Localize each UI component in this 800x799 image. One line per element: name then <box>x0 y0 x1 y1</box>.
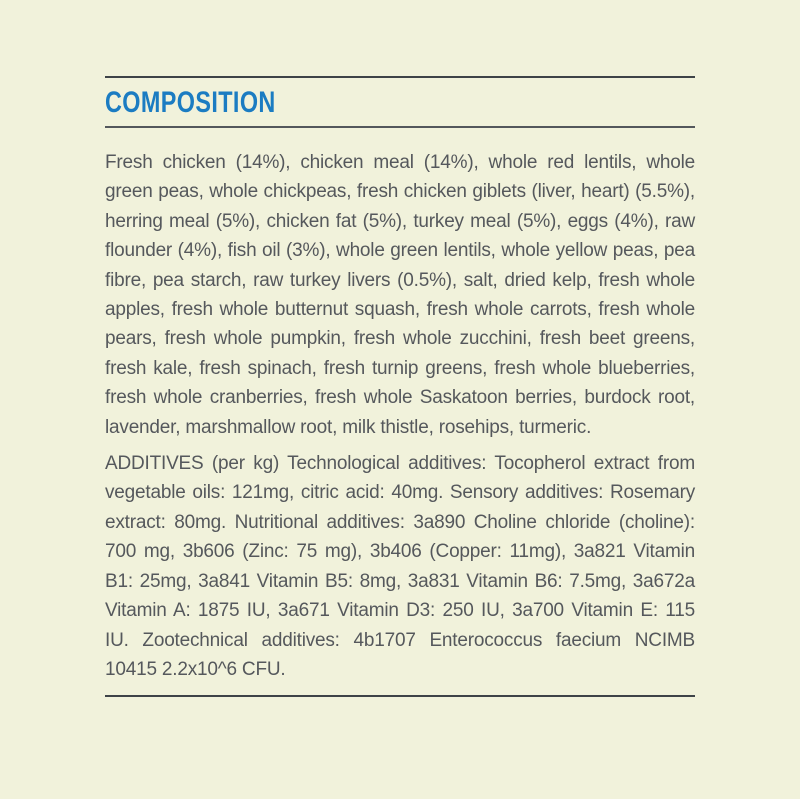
heading-divider <box>105 126 695 128</box>
additives-paragraph: ADDITIVES (per kg) Technological additives: Tocopherol extract from vegetable oils: 121mg, citric acid: 40mg. Sensory additives: Rosemary extract: 80mg. Nutritional additives: 3a890 Choline chloride (choline): 700 mg, 3b606 (Zinc: 75 mg), 3b406 (Copper: 11mg), 3a821 Vitamin B1: 25mg, 3a841 Vitamin B5: 8mg, 3a831 Vitamin B6: 7.5mg, 3a672a Vitamin A: 1875 IU, 3a671 Vitamin D3: 250 IU, 3a700 Vitamin E: 115 IU. Zootechnical additives: 4b1707 Enterococcus faecium NCIMB 10415 2.2x10^6 CFU. <box>105 453 695 680</box>
composition-section <box>105 0 695 697</box>
composition-paragraph: Fresh chicken (14%), chicken meal (14%), whole red lentils, whole green peas, whole chickpeas, fresh chicken giblets (liver, heart) (5.5%), herring meal (5%), chicken fat (5%), turkey meal (5%), eggs (4%), raw flounder (4%), fish oil (3%), whole green lentils, whole yellow peas, pea fibre, pea starch, raw turkey livers (0.5%), salt, dried kelp, fresh whole apples, fresh whole butternut squash, fresh whole carrots, fresh whole pears, fresh whole pumpkin, fresh whole zucchini, fresh beet greens, fresh kale, fresh spinach, fresh turnip greens, fresh whole blueberries, fresh whole cranberries, fresh whole Saskatoon berries, burdock root, lavender, marshmallow root, milk thistle, rosehips, turmeric. <box>105 152 695 438</box>
section-heading <box>105 86 695 120</box>
section-title: COMPOSITION <box>105 86 276 119</box>
bottom-divider <box>105 695 695 697</box>
top-divider <box>105 76 695 78</box>
